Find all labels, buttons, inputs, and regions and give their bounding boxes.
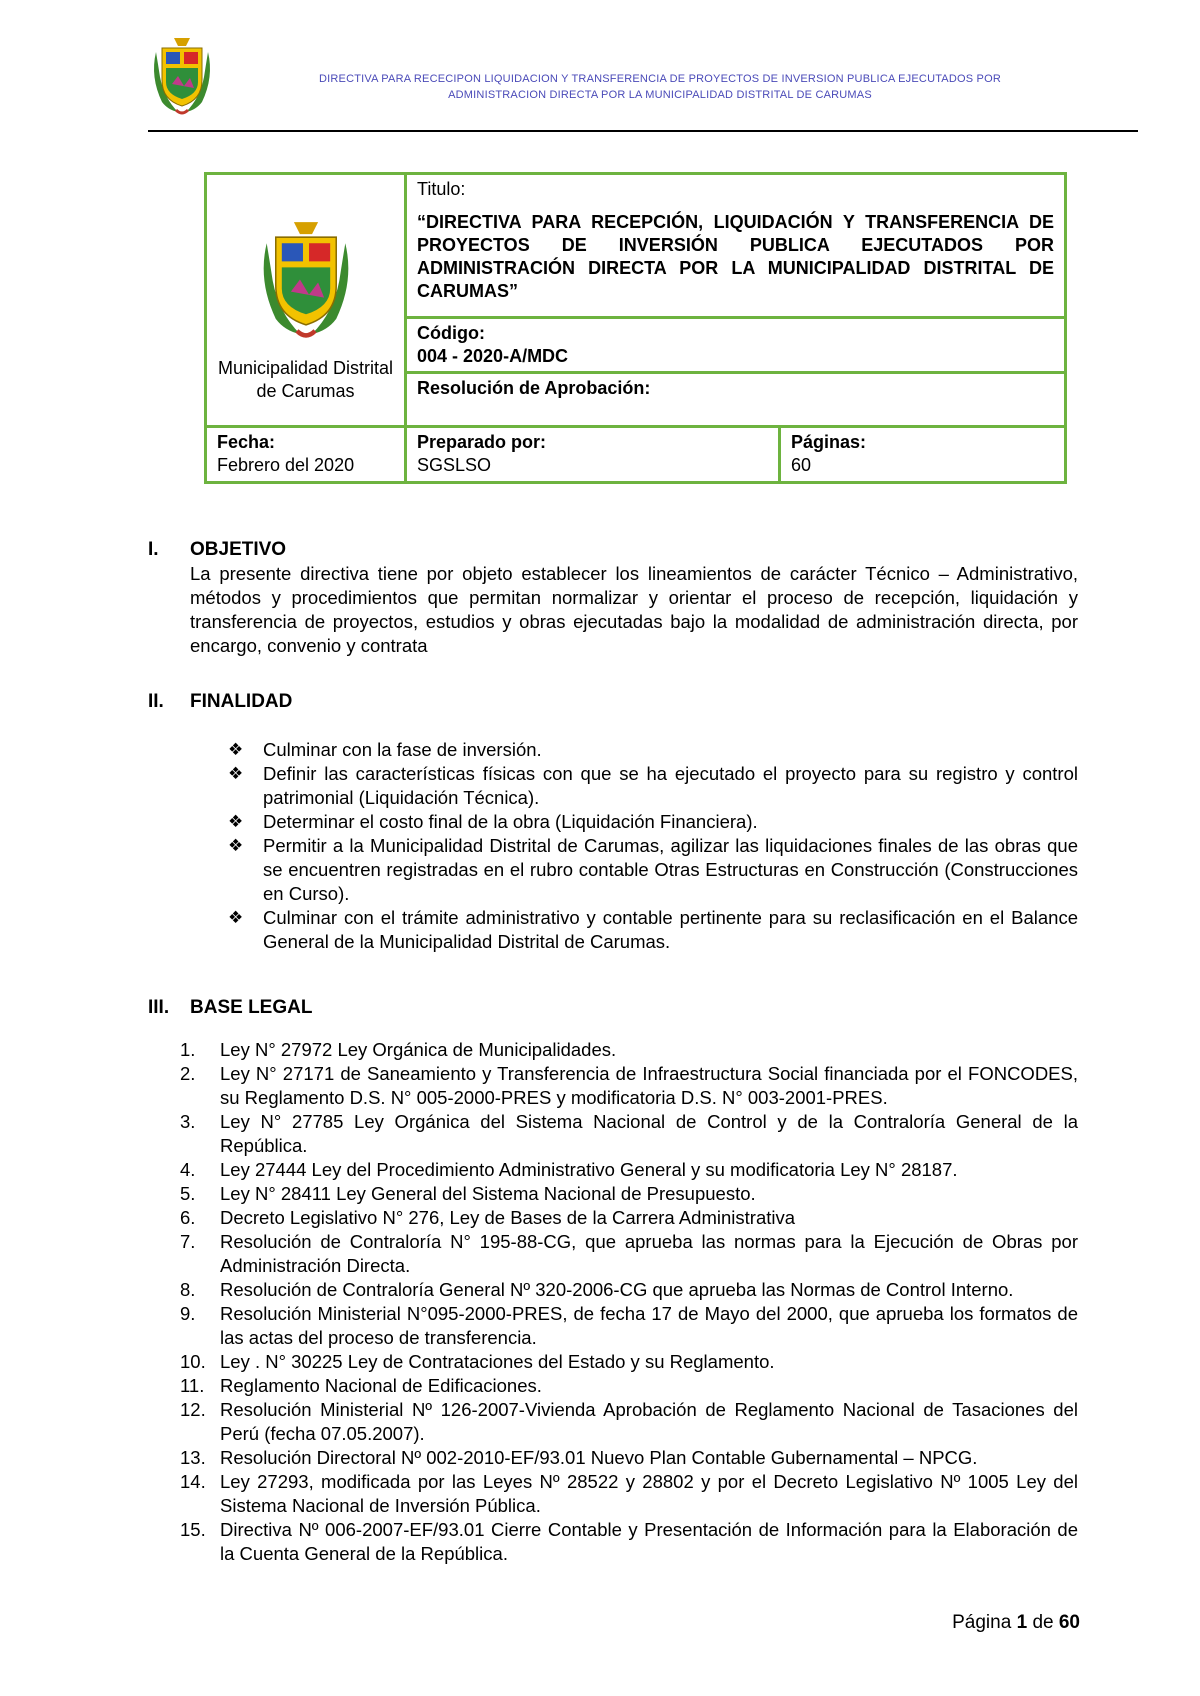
resolution-cell — [406, 373, 1066, 427]
list-item: 8. Resolución de Contraloría General Nº 320-2006-CG que aprueba las Normas de Control Interno. — [180, 1279, 1014, 1300]
diamond-bullet-icon: ❖ — [228, 836, 244, 855]
code-label: Código: — [417, 323, 485, 343]
list-item: ❖ Culminar con el trámite administrativo y contable pertinente para su reclasificación en el Balance General de la Municipalidad Distrital de Carumas. — [228, 907, 1078, 952]
list-item: 11. Reglamento Nacional de Edificaciones. — [180, 1375, 542, 1396]
running-header — [230, 71, 1090, 103]
section-objetivo — [148, 538, 1078, 658]
diamond-bullet-icon: ❖ — [228, 764, 244, 783]
document-title: “DIRECTIVA PARA RECEPCIÓN, LIQUIDACIÓN Y TRANSFERENCIA DE PROYECTOS DE INVERSIÓN PUBLICA EJECUTADOS POR ADMINISTRACIÓN DIRECTA POR LA MUNICIPALIDAD DISTRITAL DE CARUMAS” — [417, 212, 1055, 301]
page-word: Página — [952, 1612, 1012, 1633]
section-number: I. — [148, 539, 159, 560]
page-footer — [900, 1612, 1080, 1634]
section-title: BASE LEGAL — [190, 997, 313, 1018]
section-number: II. — [148, 691, 164, 712]
list-item: 7. Resolución de Contraloría N° 195-88-CG, que aprueba las normas para la Ejecución de Obras por Administración Directa. — [180, 1231, 1078, 1276]
list-item: 10. Ley . N° 30225 Ley de Contrataciones del Estado y su Reglamento. — [180, 1351, 775, 1372]
municipal-crest-logo — [148, 32, 216, 118]
org-name-line-1: Municipalidad Distrital — [217, 358, 394, 378]
date-value: Febrero del 2020 — [217, 455, 355, 475]
code-cell — [406, 318, 1066, 373]
list-item: ❖ Definir las características físicas con que se ha ejecutado el proyecto para su registro y control patrimonial (Liquidación Técnica). — [228, 763, 1078, 808]
section-finalidad — [148, 690, 1078, 954]
list-item: 3. Ley N° 27785 Ley Orgánica del Sistema Nacional de Control y de la Contraloría General de la República. — [180, 1111, 1078, 1156]
diamond-bullet-icon: ❖ — [228, 740, 244, 759]
prepared-cell — [406, 427, 780, 483]
title-label: Titulo: — [417, 179, 466, 199]
list-item: 14. Ley 27293, modificada por las Leyes Nº 28522 y 28802 y por el Decreto Legislativo Nº 1005 Ley del Sistema Nacional de Inversión Pública. — [180, 1471, 1078, 1516]
date-label: Fecha: — [217, 432, 276, 452]
section-heading — [148, 538, 1078, 562]
list-item: 9. Resolución Ministerial N°095-2000-PRES, de fecha 17 de Mayo del 2000, que aprueba los formatos de las actas del proceso de transferencia. — [180, 1303, 1078, 1348]
prepared-label: Preparado por: — [417, 432, 547, 452]
list-item: 4. Ley 27444 Ley del Procedimiento Administrativo General y su modificatoria Ley N° 28187. — [180, 1159, 958, 1180]
org-cell — [206, 174, 406, 427]
municipal-crest-logo-large — [251, 213, 361, 343]
list-item: 12. Resolución Ministerial Nº 126-2007-Vivienda Aprobación de Reglamento Nacional de Tasaciones del Perú (fecha 07.05.2007). — [180, 1399, 1078, 1444]
page-total: 60 — [1058, 1612, 1080, 1633]
section-heading — [148, 996, 1078, 1020]
page-of-word: de — [1032, 1612, 1054, 1633]
code-value: 004 - 2020-A/MDC — [417, 346, 569, 366]
base-legal-list — [180, 1038, 1078, 1566]
page-current: 1 — [1016, 1612, 1028, 1633]
list-item: 5. Ley N° 28411 Ley General del Sistema Nacional de Presupuesto. — [180, 1183, 756, 1204]
list-item: ❖ Determinar el costo final de la obra (Liquidación Financiera). — [228, 811, 758, 832]
org-name-line-2: de Carumas — [256, 381, 355, 401]
list-item: ❖ Permitir a la Municipalidad Distrital de Carumas, agilizar las liquidaciones finales de las obras que se encuentren registradas en el rubro contable Otras Estructuras en Construcción (Construcciones en Curso). — [228, 835, 1078, 904]
prepared-value: SGSLSO — [417, 455, 492, 475]
list-item: 2. Ley N° 27171 de Saneamiento y Transferencia de Infraestructura Social financiada por el FONCODES, su Reglamento D.S. N° 005-2000-PRES y modificatoria D.S. N° 003-2001-PRES. — [180, 1063, 1078, 1108]
pages-value: 60 — [791, 455, 812, 475]
header-divider — [148, 130, 1138, 132]
section-title: FINALIDAD — [190, 691, 293, 712]
list-item: 13. Resolución Directoral Nº 002-2010-EF/93.01 Nuevo Plan Contable Gubernamental – NPCG. — [180, 1447, 978, 1468]
finalidad-list — [228, 738, 1078, 954]
list-item: 1. Ley N° 27972 Ley Orgánica de Municipalidades. — [180, 1039, 617, 1060]
section-title: OBJETIVO — [190, 539, 287, 560]
list-item: ❖ Culminar con la fase de inversión. — [228, 739, 542, 760]
diamond-bullet-icon: ❖ — [228, 812, 244, 831]
section-heading — [148, 690, 1078, 714]
list-item: 15. Directiva Nº 006-2007-EF/93.01 Cierre Contable y Presentación de Información para la Elaboración de la Cuenta General de la República. — [180, 1519, 1078, 1564]
pages-cell — [780, 427, 1066, 483]
section-base-legal — [148, 996, 1078, 1566]
date-cell — [206, 427, 406, 483]
objetivo-paragraph: La presente directiva tiene por objeto establecer los lineamientos de carácter Técnico – Administrativo, métodos y procedimientos que permitan normalizar y orientar el proceso de recepción, liquidación y transferencia de proyectos, estudios y obras ejecutadas bajo la modalidad de administración directa, por encargo, convenio y contrata — [190, 563, 1078, 656]
list-item: 6. Decreto Legislativo N° 276, Ley de Bases de la Carrera Administrativa — [180, 1207, 796, 1228]
resolution-label: Resolución de Aprobación: — [417, 378, 651, 398]
header-line-2: ADMINISTRACION DIRECTA POR LA MUNICIPALIDAD DISTRITAL DE CARUMAS — [448, 89, 872, 101]
title-cell — [406, 174, 1066, 318]
document-info-table — [204, 172, 1067, 484]
diamond-bullet-icon: ❖ — [228, 908, 244, 927]
section-number: III. — [148, 997, 170, 1018]
pages-label: Páginas: — [791, 432, 867, 452]
header-line-1: DIRECTIVA PARA RECECIPON LIQUIDACION Y TRANSFERENCIA DE PROYECTOS DE INVERSION PUBLICA EJECUTADOS POR — [319, 73, 1001, 85]
